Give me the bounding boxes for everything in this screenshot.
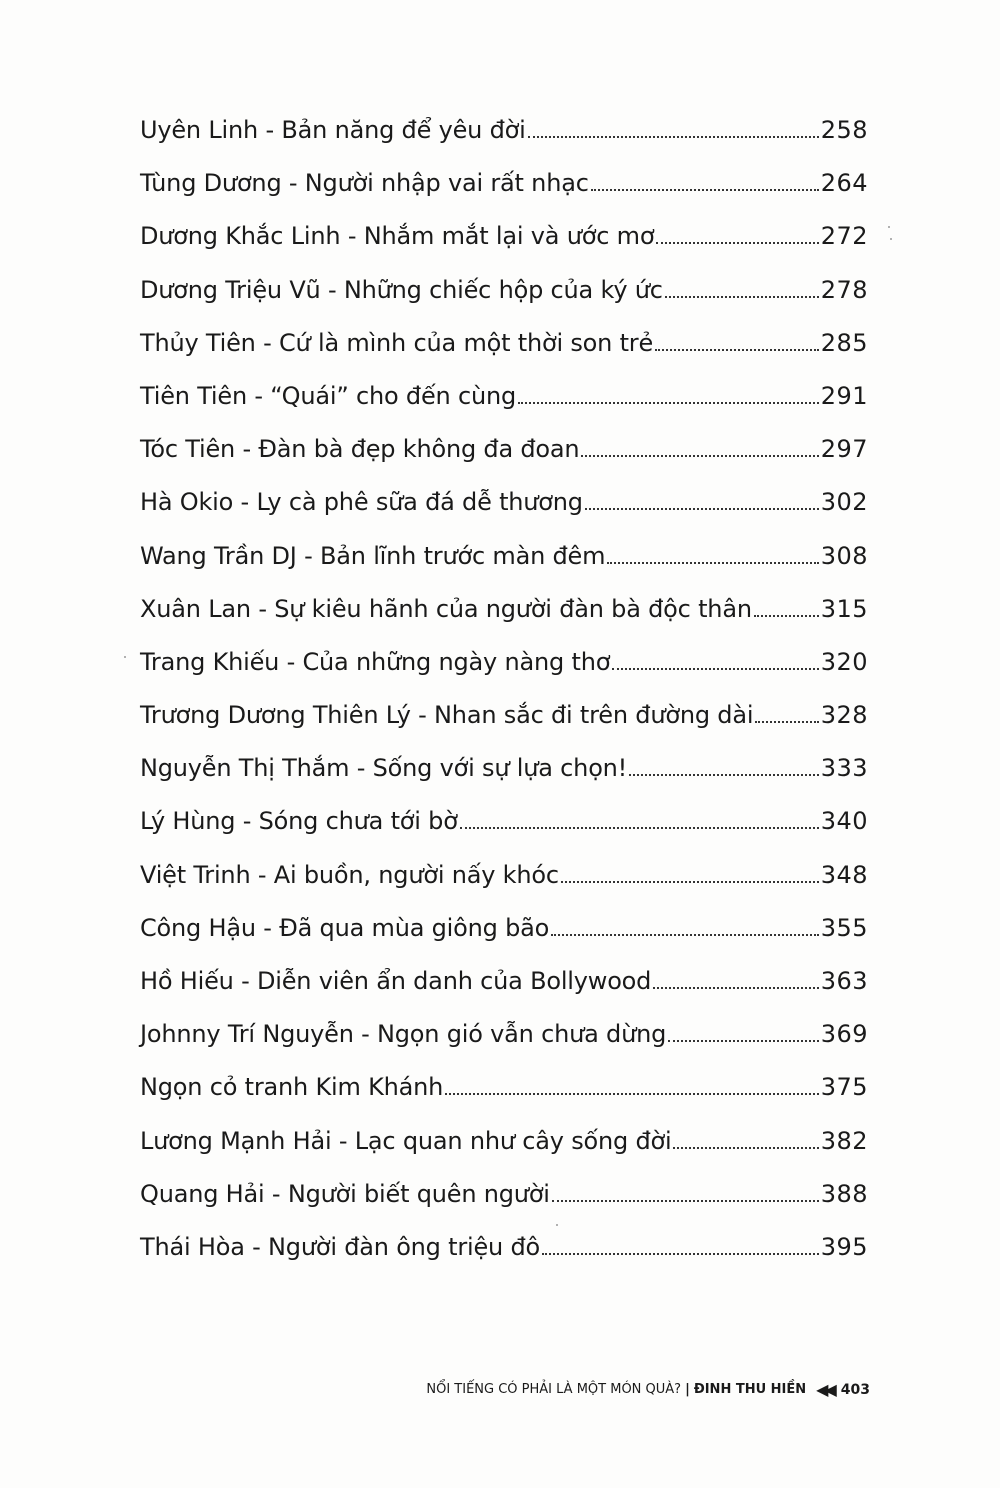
toc-entry xyxy=(140,849,868,902)
toc-entry xyxy=(140,1221,868,1274)
toc-entry-page: 302 xyxy=(820,488,868,517)
dot-leader xyxy=(655,349,819,351)
scan-speck xyxy=(124,656,126,658)
toc-entry-page: 375 xyxy=(820,1073,868,1102)
toc-entry xyxy=(140,210,868,263)
toc-entry-title: Hồ Hiếu - Diễn viên ẩn danh của Bollywood xyxy=(140,967,652,995)
toc-entry-page: 315 xyxy=(820,594,868,623)
footer-author: ĐINH THU HIỀN xyxy=(693,1382,807,1397)
dot-leader xyxy=(612,668,819,670)
toc-entry-title: Tùng Dương - Người nhập vai rất nhạc xyxy=(140,169,589,198)
toc-entry xyxy=(140,1061,868,1114)
toc-entry-page: 369 xyxy=(820,1020,868,1049)
running-footer xyxy=(426,1380,870,1399)
toc-entry xyxy=(140,530,868,583)
dot-leader xyxy=(653,987,818,989)
toc-entry xyxy=(140,476,868,529)
toc-entry-page: 328 xyxy=(820,701,868,730)
dot-leader xyxy=(591,189,819,191)
toc-entry-page: 395 xyxy=(820,1232,868,1261)
toc-entry-title: Lý Hùng - Sóng chưa tới bờ xyxy=(140,807,458,836)
dot-leader xyxy=(629,774,819,776)
toc-entry xyxy=(140,370,868,423)
toc-entry-page: 382 xyxy=(820,1126,868,1155)
toc-entry-page: 291 xyxy=(820,381,868,410)
toc-entry-title: Johnny Trí Nguyễn - Ngọn gió vẫn chưa dừng xyxy=(140,1020,667,1049)
toc-entry xyxy=(140,636,868,689)
toc-entry-page: 308 xyxy=(820,541,868,570)
toc-entry-title: Quang Hải - Người biết quên người xyxy=(140,1179,550,1208)
scan-speck xyxy=(888,226,890,228)
toc-entry-page: 388 xyxy=(820,1179,868,1208)
toc-entry-title: Thái Hòa - Người đàn ông triệu đô xyxy=(140,1232,541,1261)
toc-entry-title: Lương Mạnh Hải - Lạc quan như cây sống đời xyxy=(140,1126,672,1155)
toc-entry-title: Trương Dương Thiên Lý - Nhan sắc đi trên đường dài xyxy=(140,701,754,730)
dot-leader xyxy=(585,508,819,510)
dot-leader xyxy=(665,296,819,298)
toc-entry-title: Ngọn cỏ tranh Kim Khánh xyxy=(140,1073,444,1102)
toc-entry xyxy=(140,955,868,1008)
toc-entry-title: Việt Trinh - Ai buồn, người nấy khóc xyxy=(140,860,559,889)
toc-entry xyxy=(140,423,868,476)
toc-entry xyxy=(140,795,868,848)
dot-leader xyxy=(656,242,818,244)
toc-entry xyxy=(140,1008,868,1061)
toc-entry xyxy=(140,317,868,370)
dot-leader xyxy=(528,136,819,138)
table-of-contents xyxy=(140,104,868,1274)
toc-entry-page: 355 xyxy=(820,913,868,942)
dot-leader xyxy=(754,615,819,617)
toc-entry-page: 272 xyxy=(820,222,868,251)
toc-entry-title: Tiên Tiên - “Quái” cho đến cùng xyxy=(140,381,517,410)
toc-entry-page: 264 xyxy=(820,169,868,198)
toc-entry xyxy=(140,104,868,157)
dot-leader xyxy=(518,402,819,404)
toc-entry-title: Wang Trần DJ - Bản lĩnh trước màn đêm xyxy=(140,541,606,570)
footer-separator: | xyxy=(685,1382,690,1397)
toc-entry xyxy=(140,1168,868,1221)
dot-leader xyxy=(445,1093,819,1095)
toc-entry-page: 363 xyxy=(820,967,868,995)
toc-entry-title: Hà Okio - Ly cà phê sữa đá dễ thương xyxy=(140,488,583,517)
dot-leader xyxy=(561,881,819,883)
toc-entry xyxy=(140,902,868,955)
toc-entry-title: Nguyễn Thị Thắm - Sống với sự lựa chọn! xyxy=(140,754,628,783)
toc-entry-page: 333 xyxy=(820,754,868,783)
toc-entry-title: Tóc Tiên - Đàn bà đẹp không đa đoan xyxy=(140,435,580,464)
dot-leader xyxy=(542,1253,819,1255)
toc-entry-title: Thủy Tiên - Cứ là mình của một thời son trẻ xyxy=(140,328,654,357)
toc-entry-title: Xuân Lan - Sự kiêu hãnh của người đàn bà độc thân xyxy=(140,594,752,623)
toc-entry-title: Trang Khiếu - Của những ngày nàng thơ xyxy=(140,647,611,676)
dot-leader xyxy=(668,1040,819,1042)
dot-leader xyxy=(673,1147,818,1149)
footer-book-title: NỔI TIẾNG CÓ PHẢI LÀ MỘT MÓN QUÀ? xyxy=(426,1382,682,1397)
toc-entry xyxy=(140,583,868,636)
dot-leader xyxy=(551,934,819,936)
dot-leader xyxy=(581,455,818,457)
toc-entry-page: 297 xyxy=(820,435,868,464)
toc-entry-page: 348 xyxy=(820,860,868,889)
dot-leader xyxy=(552,1200,819,1202)
dot-leader xyxy=(755,721,818,723)
dot-leader xyxy=(460,827,819,829)
toc-entry-page: 285 xyxy=(820,328,868,357)
toc-entry-title: Dương Triệu Vũ - Những chiếc hộp của ký ức xyxy=(140,275,663,304)
toc-entry-page: 258 xyxy=(820,116,868,144)
toc-entry xyxy=(140,1115,868,1168)
toc-entry-title: Công Hậu - Đã qua mùa giông bão xyxy=(140,913,550,942)
scan-speck xyxy=(556,1224,558,1226)
double-arrow-left-icon: ◀◀ xyxy=(816,1380,833,1399)
toc-entry-page: 320 xyxy=(820,647,868,676)
toc-entry xyxy=(140,742,868,795)
dot-leader xyxy=(607,562,818,564)
toc-entry-page: 278 xyxy=(820,275,868,304)
toc-entry-title: Uyên Linh - Bản năng để yêu đời xyxy=(140,116,526,144)
toc-entry xyxy=(140,157,868,210)
toc-entry xyxy=(140,264,868,317)
toc-entry-page: 340 xyxy=(820,807,868,836)
toc-entry-title: Dương Khắc Linh - Nhắm mắt lại và ước mơ xyxy=(140,222,655,251)
scan-speck xyxy=(890,238,892,240)
page-number: 403 xyxy=(840,1381,870,1398)
toc-entry xyxy=(140,689,868,742)
